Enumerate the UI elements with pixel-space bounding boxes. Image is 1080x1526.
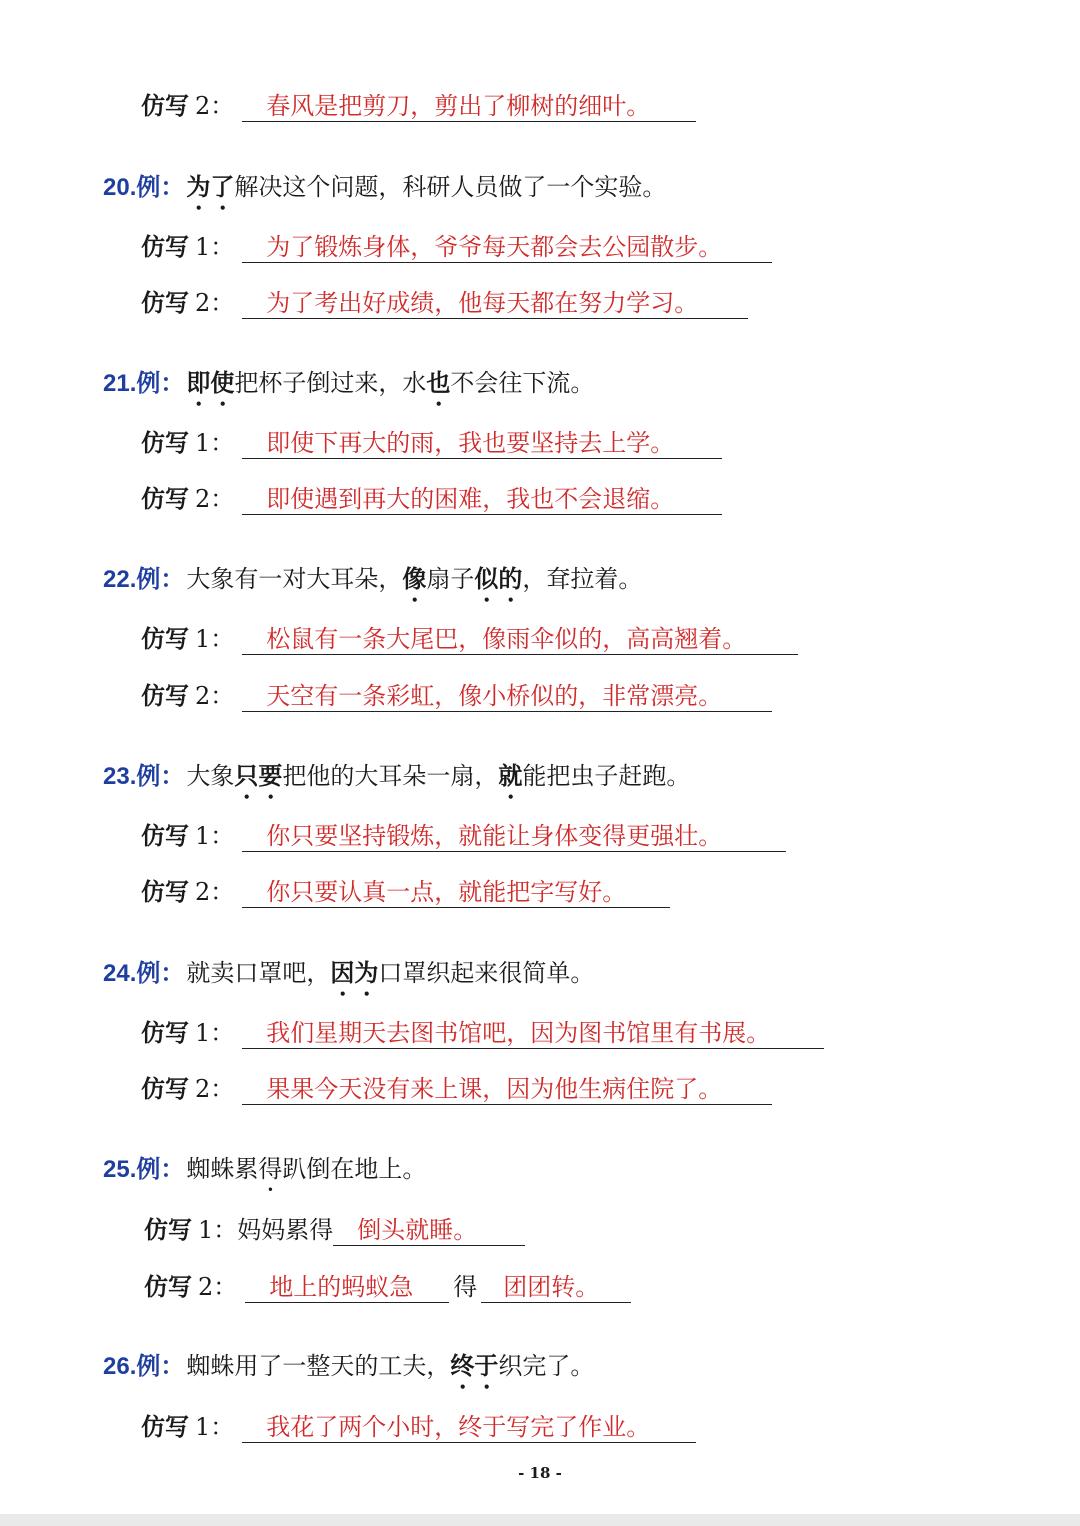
- example-label: 例：: [136, 564, 185, 593]
- item-number: 23.: [103, 763, 137, 790]
- example-text: 口罩织起来很简单。: [378, 959, 595, 987]
- practice-label: 仿写 1：: [141, 1412, 235, 1441]
- example-24: [103, 957, 594, 1001]
- answer-line: 为了考出好成绩，他每天都在努力学习。: [242, 288, 748, 319]
- item-number: 26.: [103, 1353, 137, 1380]
- practice-20-2: [141, 287, 748, 319]
- practice-label: 仿写 2：: [141, 91, 235, 120]
- keyword: 得: [258, 1155, 283, 1183]
- answer-line: 地上的蚂蚁急: [245, 1272, 449, 1303]
- practice-label: 仿写 2：: [141, 877, 235, 906]
- example-text: 织完了。: [498, 1352, 595, 1380]
- example-text: 把他的大耳朵一扇，: [282, 762, 499, 790]
- practice-label: 仿写 1：: [141, 821, 235, 850]
- practice-label: 仿写 2：: [144, 1272, 238, 1301]
- answer-line: 即使遇到再大的困难，我也不会退缩。: [242, 484, 722, 515]
- example-22: [103, 563, 642, 607]
- practice-23-2: [141, 876, 670, 908]
- practice-label: 仿写 2：: [141, 484, 235, 513]
- practice-label: 仿写 1：: [141, 624, 235, 653]
- example-text: 不会往下流。: [450, 369, 595, 397]
- keyword: 似的: [474, 564, 523, 593]
- answer-line: 天空有一条彩虹，像小桥似的，非常漂亮。: [242, 681, 772, 712]
- example-23: [103, 760, 690, 804]
- practice-25-1: [144, 1214, 525, 1246]
- example-label: 例：: [136, 368, 185, 397]
- keyword: 即使: [186, 368, 235, 397]
- answer-line: 为了锻炼身体，爷爷每天都会去公园散步。: [242, 232, 772, 263]
- keyword: 只要: [234, 761, 283, 790]
- example-text: 趴倒在地上。: [282, 1155, 427, 1183]
- example-21: [103, 367, 594, 411]
- practice-middle: 得: [453, 1273, 478, 1301]
- example-26: [103, 1350, 594, 1394]
- practice-label: 仿写 2：: [141, 288, 235, 317]
- keyword: 终于: [450, 1351, 499, 1380]
- practice-label: 仿写 1：: [141, 232, 235, 261]
- example-text: 蜘蛛累: [186, 1155, 259, 1183]
- example-label: 例：: [136, 1351, 185, 1380]
- practice-19-2: [141, 90, 696, 122]
- keyword: 就: [498, 761, 523, 790]
- answer-line: 你只要坚持锻炼，就能让身体变得更强壮。: [242, 821, 786, 852]
- keyword: 像: [402, 564, 427, 593]
- practice-prefix: 妈妈累得: [237, 1216, 334, 1244]
- keyword: 也: [426, 368, 451, 397]
- answer-line: 松鼠有一条大尾巴，像雨伞似的，高高翘着。: [242, 624, 798, 655]
- example-text: 大象有一对大耳朵，: [186, 565, 403, 593]
- example-label: 例：: [136, 1154, 185, 1183]
- example-text: 能把虫子赶跑。: [522, 762, 691, 790]
- answer-line: 果果今天没有来上课，因为他生病住院了。: [242, 1074, 772, 1105]
- keyword: 因为: [330, 958, 379, 987]
- item-number: 25.: [103, 1156, 137, 1183]
- item-number: 20.: [103, 174, 137, 201]
- answer-line: 我们星期天去图书馆吧，因为图书馆里有书展。: [242, 1018, 824, 1049]
- example-text: 把杯子倒过来，水: [234, 369, 427, 397]
- item-number: 24.: [103, 960, 137, 987]
- answer-line: 春风是把剪刀，剪出了柳树的细叶。: [242, 91, 696, 122]
- practice-22-2: [141, 680, 772, 712]
- item-number: 22.: [103, 566, 137, 593]
- item-number: 21.: [103, 370, 137, 397]
- practice-21-1: [141, 427, 722, 459]
- practice-label: 仿写 1：: [144, 1215, 238, 1244]
- practice-label: 仿写 2：: [141, 1074, 235, 1103]
- example-text: 就卖口罩吧，: [186, 959, 331, 987]
- keyword: 为了: [186, 172, 235, 201]
- answer-line: 倒头就睡。: [333, 1215, 525, 1246]
- practice-23-1: [141, 820, 786, 852]
- practice-21-2: [141, 483, 722, 515]
- example-text: ，耷拉着。: [522, 565, 643, 593]
- example-label: 例：: [136, 172, 185, 201]
- answer-line: 我花了两个小时，终于写完了作业。: [242, 1412, 696, 1443]
- answer-line: 你只要认真一点，就能把字写好。: [242, 877, 670, 908]
- page-bottom-edge: [0, 1514, 1080, 1526]
- practice-24-2: [141, 1073, 772, 1105]
- example-label: 例：: [136, 761, 185, 790]
- practice-25-2: [144, 1271, 631, 1303]
- practice-20-1: [141, 231, 772, 263]
- practice-label: 仿写 1：: [141, 428, 235, 457]
- answer-line: 团团转。: [481, 1272, 631, 1303]
- page-number: - 18 -: [518, 1464, 562, 1482]
- example-text: 扇子: [426, 565, 475, 593]
- example-text: 大象: [186, 762, 235, 790]
- example-20: [103, 171, 666, 215]
- practice-26-1: [141, 1411, 696, 1443]
- example-text: 解决这个问题，科研人员做了一个实验。: [234, 173, 667, 201]
- practice-24-1: [141, 1017, 824, 1049]
- practice-label: 仿写 1：: [141, 1018, 235, 1047]
- example-25: [103, 1153, 426, 1197]
- example-text: 蜘蛛用了一整天的工夫，: [186, 1352, 451, 1380]
- example-label: 例：: [136, 958, 185, 987]
- answer-line: 即使下再大的雨，我也要坚持去上学。: [242, 428, 722, 459]
- practice-label: 仿写 2：: [141, 681, 235, 710]
- practice-22-1: [141, 623, 798, 655]
